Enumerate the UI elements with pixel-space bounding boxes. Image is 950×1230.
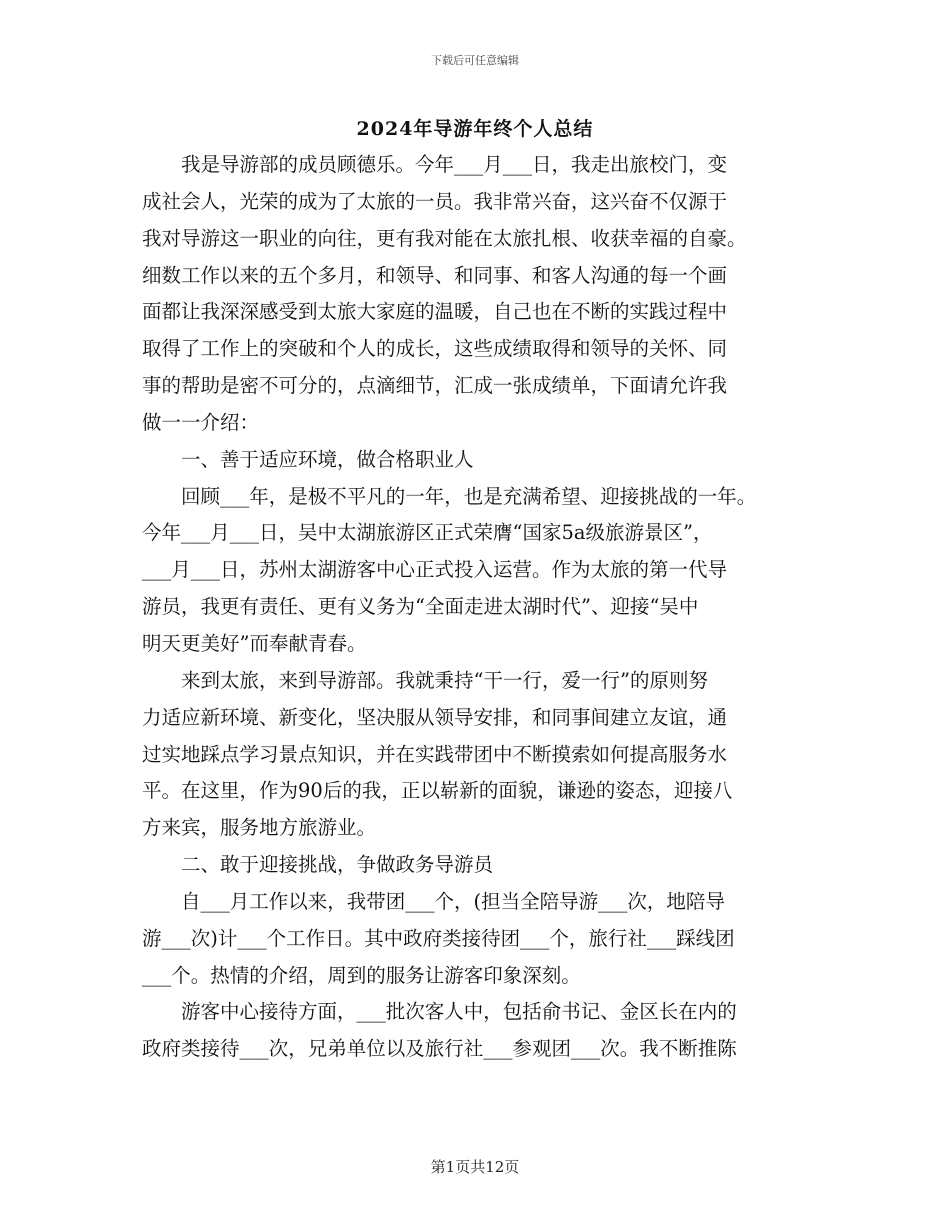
header-note: 下载后可任意编辑: [431, 54, 519, 67]
body-line: 来到太旅，来到导游部。我就秉持“干一行，爱一行”的原则努: [142, 668, 708, 692]
body-line: 我对导游这一职业的向往，更有我对能在太旅扎根、收获幸福的自豪。: [142, 226, 747, 250]
document-title: 2024年导游年终个人总结: [356, 118, 594, 140]
section-heading: 二、敢于迎接挑战，争做政务导游员: [142, 853, 494, 877]
body-line: 面都让我深深感受到太旅大家庭的温暖，自己也在不断的实践过程中: [142, 300, 728, 324]
body-line: 今年___月___日，吴中太湖旅游区正式荣膺“国家5a级旅游景区”，: [142, 521, 713, 545]
body-line: 回顾___年，是极不平凡的一年，也是充满希望、迎接挑战的一年。: [142, 484, 757, 508]
body-line: 事的帮助是密不可分的，点滴细节，汇成一张成绩单，下面请允许我: [142, 374, 728, 398]
body-line: 我是导游部的成员顾德乐。今年___月___日，我走出旅校门，变: [142, 153, 728, 176]
body-line: ___月___日，苏州太湖游客中心正式投入运营。作为太旅的第一代导: [142, 558, 728, 582]
body-line: 自___月工作以来，我带团___个，(担当全陪导游___次，地陪导: [142, 889, 725, 913]
section-heading: 一、善于适应环境，做合格职业人: [142, 447, 474, 471]
body-line: 做一一介绍：: [142, 410, 260, 434]
document-body: [142, 147, 810, 1068]
body-line: 游___次)计___个工作日。其中政府类接待团___个，旅行社___踩线团: [142, 926, 735, 950]
body-line: ___个。热情的介绍，周到的服务让游客印象深刻。: [142, 963, 581, 987]
body-line: 游客中心接待方面，___批次客人中，包括俞书记、金区长在内的: [142, 1000, 737, 1024]
body-line: 取得了工作上的突破和个人的成长，这些成绩取得和领导的关怀、同: [142, 337, 728, 361]
body-line: 政府类接待___次，兄弟单位以及旅行社___参观团___次。我不断推陈: [142, 1037, 737, 1061]
body-line: 明天更美好”而奉献青春。: [142, 631, 367, 655]
body-line: 力适应新环境、新变化，坚决服从领导安排，和同事间建立友谊，通: [142, 705, 728, 729]
page-number: 第1页共12页: [430, 1158, 520, 1176]
body-line: 游员，我更有责任、更有义务为“全面走进太湖时代”、迎接“吴中: [142, 595, 699, 619]
body-line: 细数工作以来的五个多月，和领导、和同事、和客人沟通的每一个画: [142, 263, 728, 287]
body-line: 成社会人，光荣的成为了太旅的一员。我非常兴奋，这兴奋不仅源于: [142, 189, 728, 213]
body-line: 平。在这里，作为90后的我，正以崭新的面貌，谦逊的姿态，迎接八: [142, 779, 733, 803]
body-line: 方来宾，服务地方旅游业。: [142, 816, 377, 840]
body-line: 过实地踩点学习景点知识，并在实践带团中不断摸索如何提高服务水: [142, 742, 728, 766]
